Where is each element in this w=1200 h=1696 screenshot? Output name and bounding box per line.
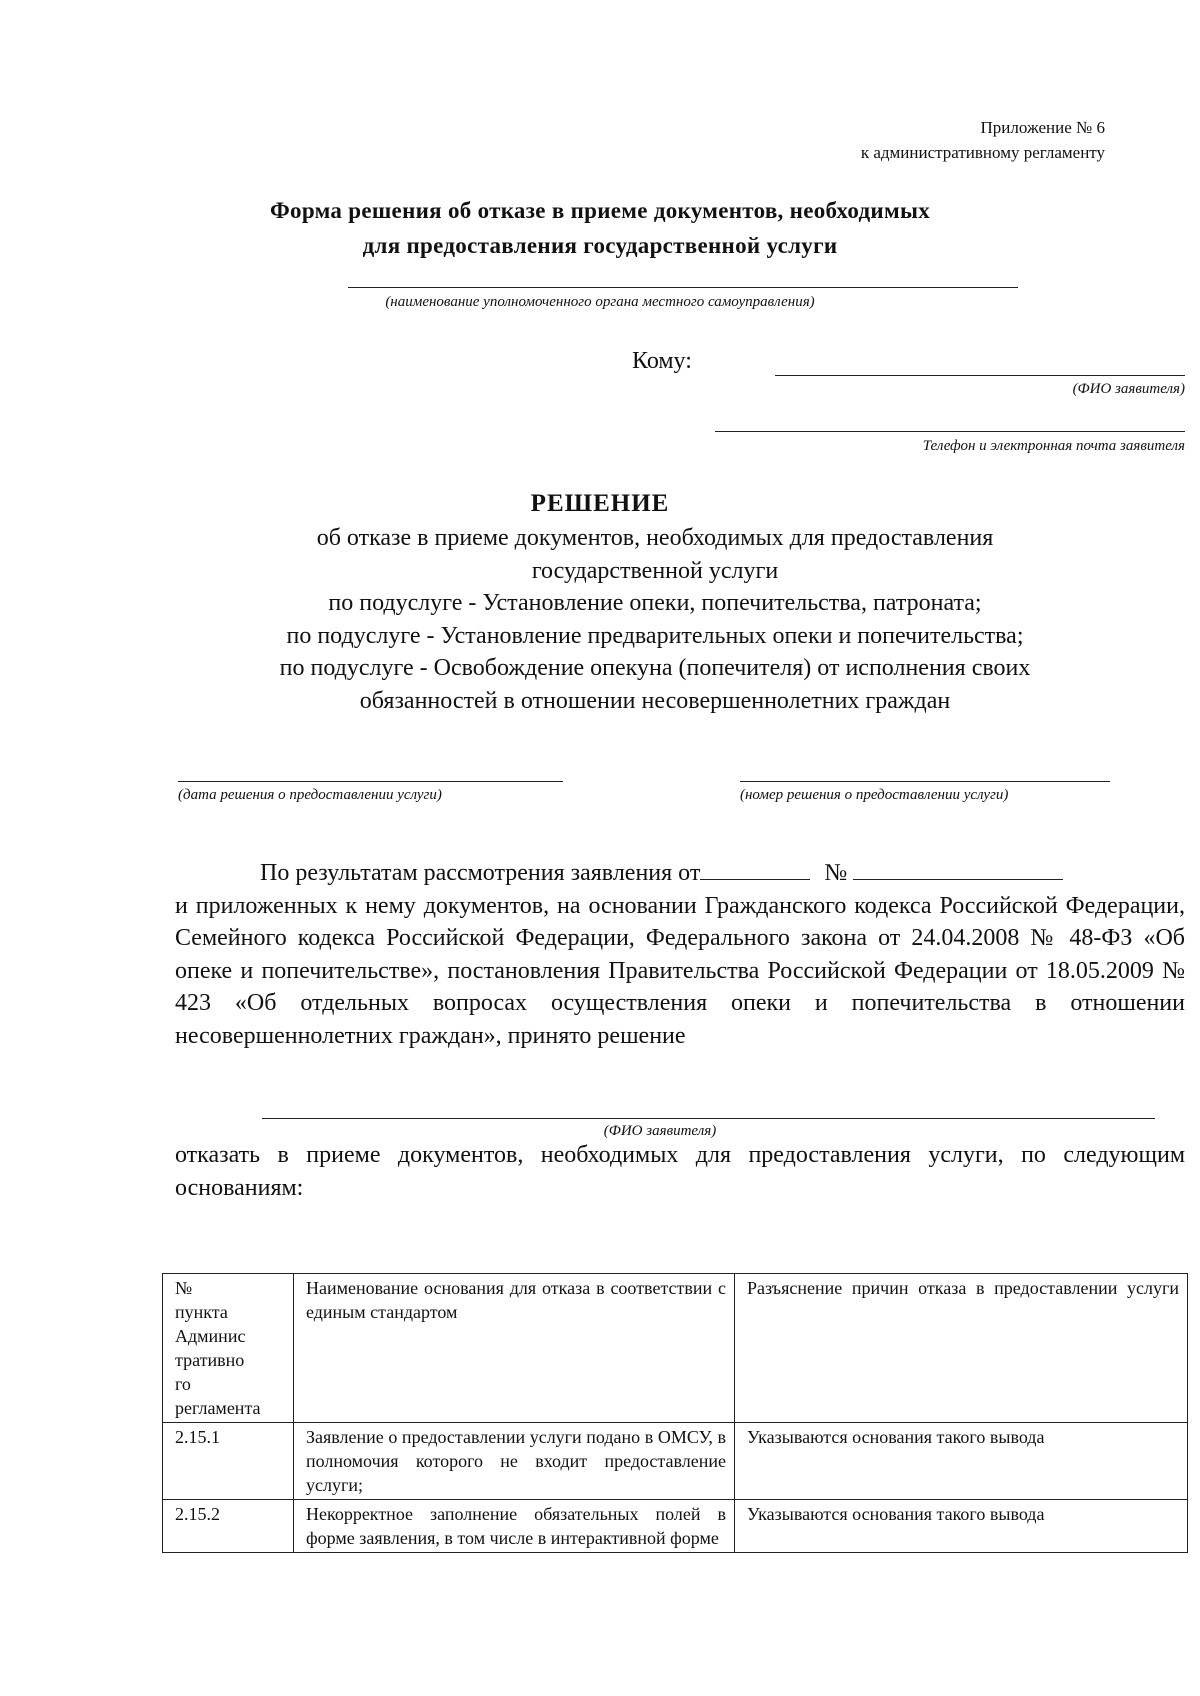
- application-date-fill: [700, 859, 810, 880]
- header-point-line: Админис: [175, 1326, 246, 1346]
- header-point-line: го: [175, 1374, 191, 1394]
- refusal-reasons-table: [162, 1273, 1188, 1553]
- form-title-line-2: для предоставления государственной услуги: [362, 233, 838, 258]
- application-number-fill: [853, 859, 1063, 880]
- authority-caption: (наименование уполномоченного органа местного самоуправления): [385, 294, 815, 310]
- decision-date-line: [178, 781, 563, 782]
- recipient-contact-caption: Телефон и электронная почта заявителя: [922, 438, 1185, 454]
- intro-line: [175, 857, 1185, 890]
- header-point-line: пункта: [175, 1302, 228, 1322]
- header-point-line: тративно: [175, 1350, 245, 1370]
- appendix-number: Приложение № 6: [980, 118, 1105, 137]
- table-row: [163, 1500, 1188, 1553]
- recipient-label: Кому:: [632, 348, 692, 374]
- header-reason: Наименование основания для отказа в соответствии с единым стандартом: [294, 1274, 735, 1423]
- decision-line: об отказе в приеме документов, необходимых для предоставления: [316, 525, 994, 551]
- refusal-paragraph: отказать в приеме документов, необходимых для предоставления услуги, по следующим основаниям:: [175, 1142, 1185, 1201]
- row-reason: Заявление о предоставлении услуги подано в ОМСУ, в полномочия которого не входит предоставление услуги;: [294, 1423, 735, 1500]
- decision-number-caption: (номер решения о предоставлении услуги): [740, 787, 1009, 803]
- decision-line: по подуслуге - Установление опеки, попечительства, патроната;: [328, 590, 982, 616]
- body-paragraph: [175, 857, 1185, 1052]
- decision-number-line: [740, 781, 1110, 782]
- applicant-caption: (ФИО заявителя): [603, 1123, 717, 1139]
- main-text: и приложенных к нему документов, на основании Гражданского кодекса Российской Федерации, Семейного кодекса Российской Федерации, Федерального закона от 24.04.2008 № 48-ФЗ «Об опеке и попечительстве», постановления Правительства Российской Федерации от 18.05.2009 № 423 «Об отдельных вопросах осуществления опеки и попечительства в отношении несовершеннолетних граждан», принято решение: [175, 892, 1185, 1049]
- applicant-fill-line: [262, 1118, 1155, 1119]
- header-point: [163, 1274, 294, 1423]
- table-header-row: [163, 1274, 1188, 1423]
- decision-line: обязанностей в отношении несовершеннолетних граждан: [359, 687, 951, 714]
- decision-date-caption: (дата решения о предоставлении услуги): [178, 787, 442, 803]
- authority-fill-line: [348, 287, 1018, 288]
- table-row: [163, 1423, 1188, 1500]
- row-explanation: Указываются основания такого вывода: [735, 1423, 1188, 1500]
- recipient-name-line: [775, 375, 1185, 376]
- decision-line: по подуслуге - Освобождение опекуна (попечителя) от исполнения своих: [279, 655, 1031, 681]
- decision-subtitle: [150, 522, 1160, 717]
- form-title-line-1: Форма решения об отказе в приеме документов, необходимых: [269, 198, 930, 223]
- form-title: [0, 193, 1200, 263]
- row-reason: Некорректное заполнение обязательных полей в форме заявления, в том числе в интерактивной форме: [294, 1500, 735, 1553]
- header-explanation: Разъяснение причин отказа в предоставлении услуги: [735, 1274, 1188, 1423]
- row-explanation: Указываются основания такого вывода: [735, 1500, 1188, 1553]
- header-point-line: регламента: [175, 1398, 261, 1418]
- appendix-reference: к административному регламенту: [860, 143, 1105, 162]
- decision-line: по подуслуге - Установление предварительных опеки и попечительства;: [286, 622, 1024, 649]
- decision-line: государственной услуги: [531, 557, 779, 584]
- decision-title: РЕШЕНИЕ: [530, 490, 670, 517]
- row-point: 2.15.1: [163, 1423, 294, 1500]
- intro-start: По результатам рассмотрения заявления от: [260, 860, 701, 886]
- recipient-name-caption: (ФИО заявителя): [1072, 381, 1185, 397]
- recipient-contact-line: [715, 431, 1185, 432]
- header-point-line: №: [175, 1278, 193, 1298]
- row-point: 2.15.2: [163, 1500, 294, 1553]
- appendix-header: [861, 115, 1105, 165]
- application-number-sign: №: [824, 860, 848, 886]
